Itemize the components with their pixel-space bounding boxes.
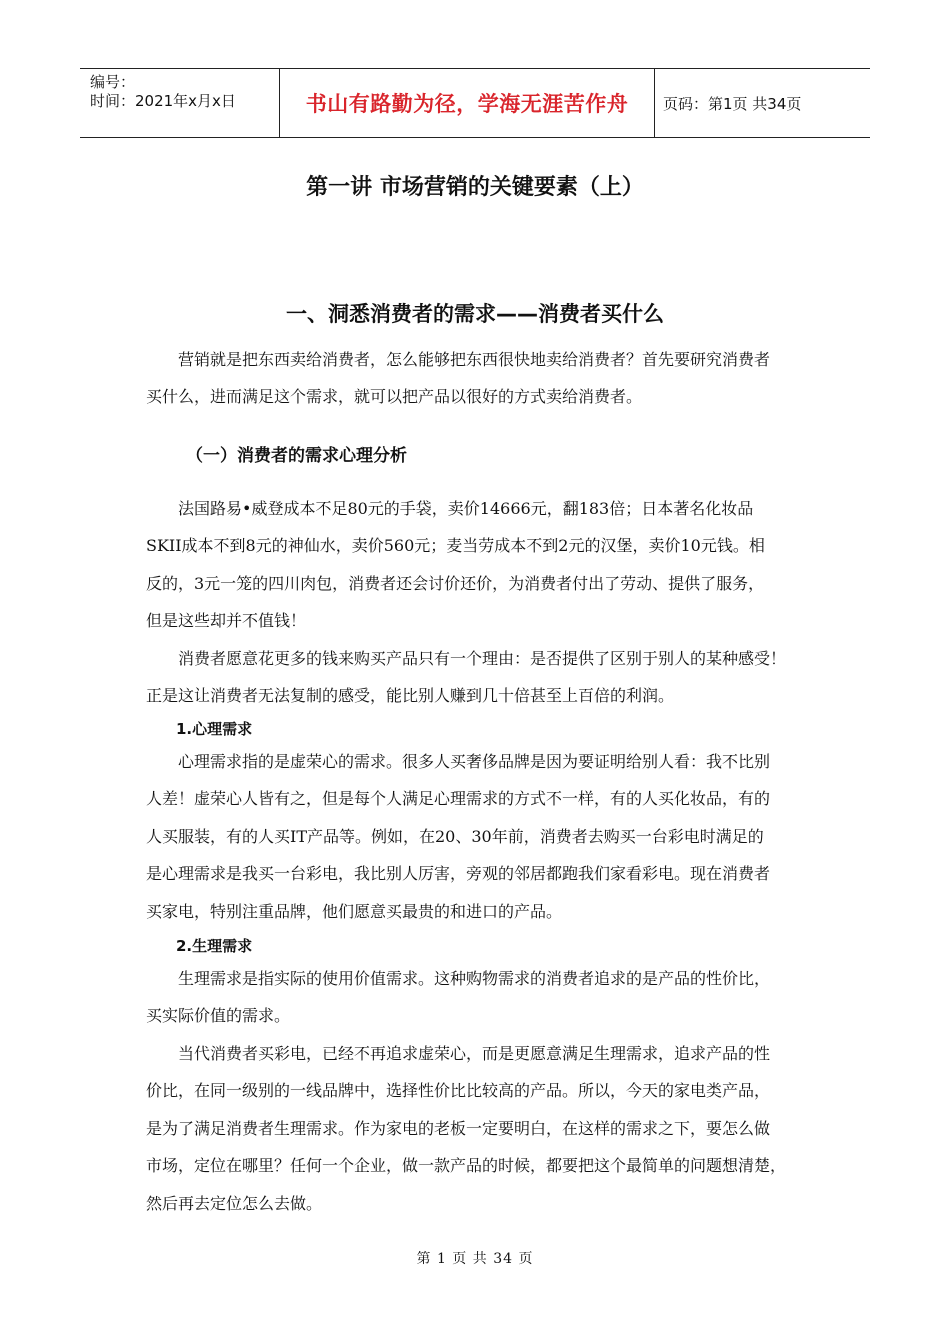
text-line: 消费者愿意花更多的钱来购买产品只有一个理由：是否提供了区别于别人的某种感受！ <box>178 649 787 668</box>
item-heading-physiological-need: 2.生理需求 <box>176 937 253 955</box>
text-line: 买什么，进而满足这个需求，就可以把产品以很好的方式卖给消费者。 <box>146 387 643 407</box>
text-line: 价比，在同一级别的一线品牌中，选择性价比比较高的产品。所以，今天的家电类产品， <box>146 1081 771 1101</box>
item2-paragraph-1 <box>146 960 806 1035</box>
text-line: 市场，定位在哪里？任何一个企业，做一款产品的时候，都要把这个最简单的问题想清楚， <box>146 1156 787 1176</box>
header-motto: 书山有路勤为径，学海无涯苦作舟 <box>280 69 655 137</box>
document-header <box>80 68 870 138</box>
text-line: 人买服装，有的人买IT产品等。例如，在20、30年前，消费者去购买一台彩电时满足的 <box>146 826 764 846</box>
text-line: 反的，3元一笼的四川肉包，消费者还会讨价还价，为消费者付出了劳动、提供了服务， <box>146 573 765 593</box>
text-line: 然后再去定位怎么去做。 <box>146 1193 323 1213</box>
text-line: 生理需求是指实际的使用价值需求。这种购物需求的消费者追求的是产品的性价比， <box>178 969 771 988</box>
text-line: 买家电，特别注重品牌，他们愿意买最贵的和进口的产品。 <box>146 901 563 921</box>
lecture-title: 第一讲 市场营销的关键要素（上） <box>306 175 644 200</box>
item-heading-psychological-need: 1.心理需求 <box>176 720 253 738</box>
header-meta-cell <box>80 69 280 137</box>
text-line: 但是这些却并不值钱！ <box>146 611 307 631</box>
text-line: 正是这让消费者无法复制的感受，能比别人赚到几十倍甚至上百倍的利润。 <box>146 686 675 706</box>
subsection1-paragraph-1 <box>146 490 806 640</box>
subsection-heading-1: （一）消费者的需求心理分析 <box>186 446 407 466</box>
header-page-info: 页码：第1页 共34页 <box>663 94 802 113</box>
header-time-label: 时间：2021年x月x日 <box>90 92 236 110</box>
item1-paragraph <box>146 743 806 930</box>
text-line: 当代消费者买彩电，已经不再追求虚荣心，而是更愿意满足生理需求，追求产品的性 <box>178 1044 771 1063</box>
text-line: 营销就是把东西卖给消费者，怎么能够把东西很快地卖给消费者？首先要研究消费者 <box>178 350 771 369</box>
text-line: SKII成本不到8元的神仙水，卖价560元；麦当劳成本不到2元的汉堡，卖价10元钱。相 <box>146 536 765 556</box>
text-line: 买实际价值的需求。 <box>146 1006 291 1026</box>
subsection1-paragraph-2 <box>146 640 806 715</box>
text-line: 是心理需求是我买一台彩电，我比别人厉害，旁观的邻居都跑我们家看彩电。现在消费者 <box>146 864 771 884</box>
section1-intro-paragraph <box>146 341 806 416</box>
item2-paragraph-2 <box>146 1035 806 1222</box>
text-line: 法国路易•威登成本不足80元的手袋，卖价14666元，翻183倍；日本著名化妆品 <box>178 499 754 518</box>
text-line: 是为了满足消费者生理需求。作为家电的老板一定要明白，在这样的需求之下，要怎么做 <box>146 1118 771 1138</box>
page-footer: 第 1 页 共 34 页 <box>416 1251 534 1267</box>
section-heading-1: 一、洞悉消费者的需求——消费者买什么 <box>286 302 664 326</box>
header-number-label: 编号： <box>90 73 136 91</box>
text-line: 心理需求指的是虚荣心的需求。很多人买奢侈品牌是因为要证明给别人看：我不比别 <box>178 752 771 771</box>
text-line: 人差！虚荣心人皆有之，但是每个人满足心理需求的方式不一样，有的人买化妆品，有的 <box>146 789 771 809</box>
